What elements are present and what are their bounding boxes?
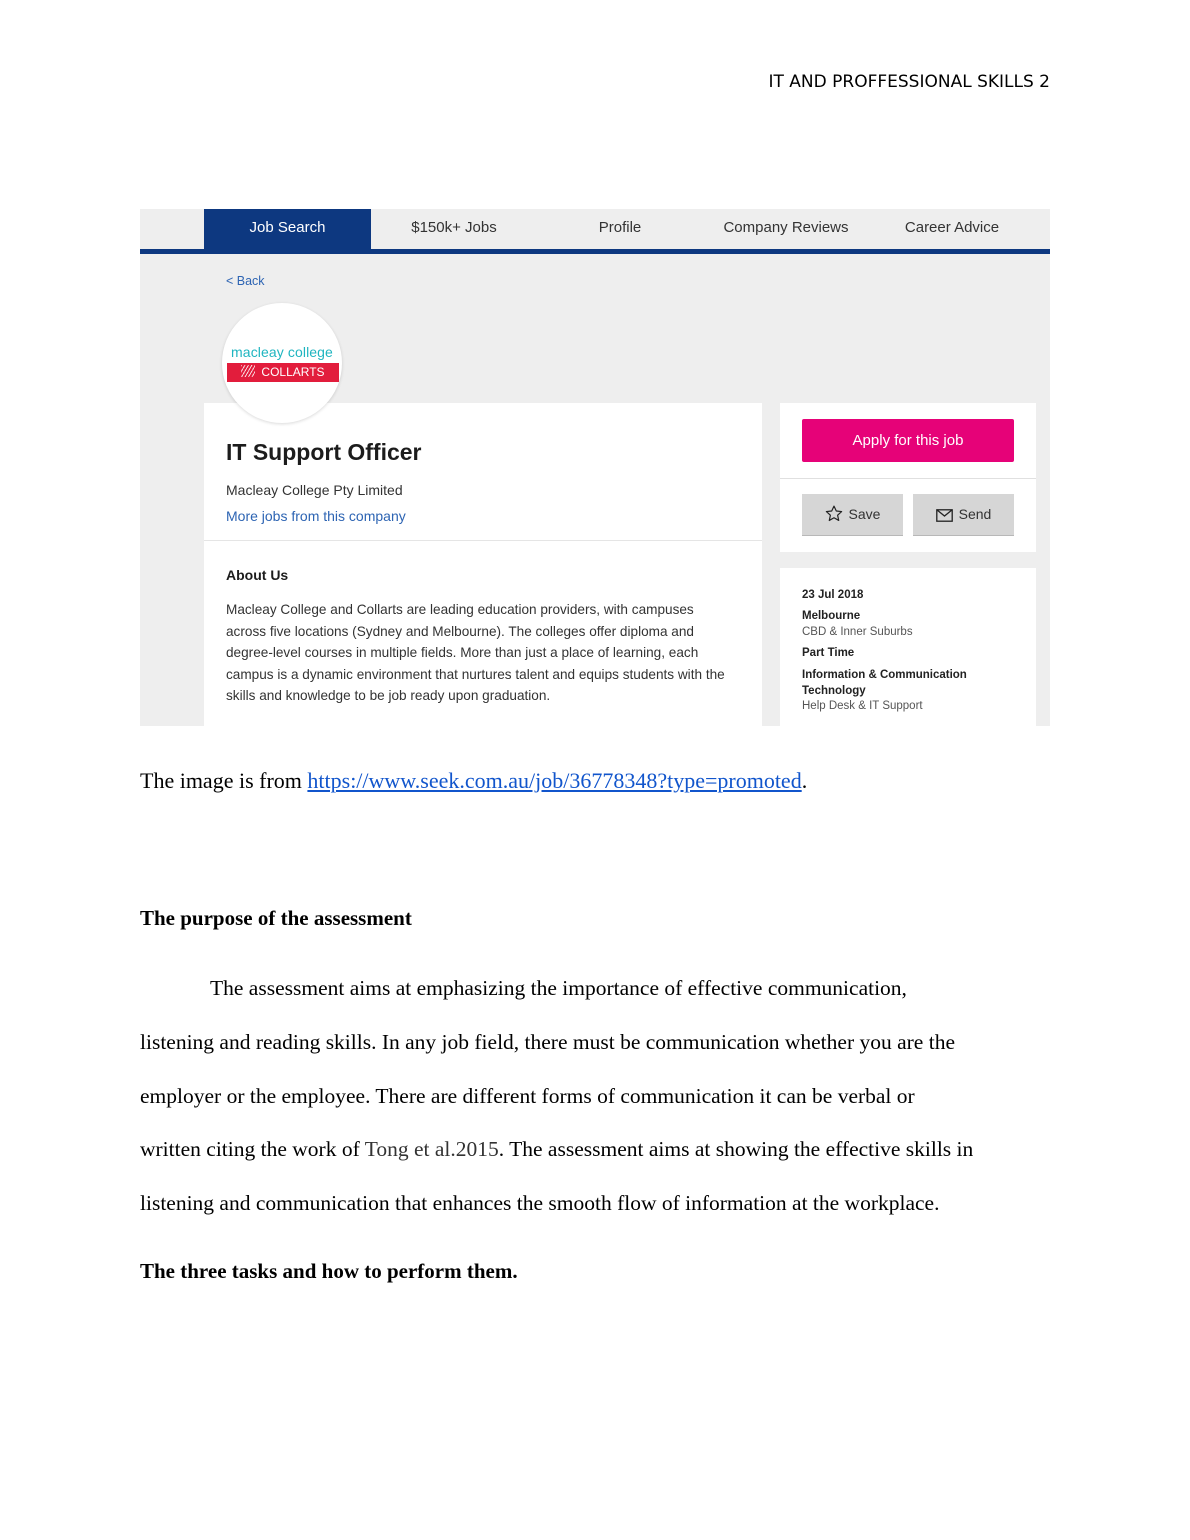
heading-tasks: The three tasks and how to perform them. <box>140 1259 518 1283</box>
job-card <box>204 403 762 726</box>
para-line: written citing the work of Tong et al.2015. The assessment aims at showing the effective skills in <box>140 1137 974 1162</box>
about-text: Macleay College and Collarts are leading education providers, with campuses across five locations (Sydney and Melbourne). The colleges offer diploma and degree-level courses in multiple fields. More than just a place of learning, each campus is a dynamic environment that nurtures talent and equips students with the skills and knowledge to be job ready upon graduation. <box>226 602 725 703</box>
logo-text-collarts: COLLARTS <box>261 365 325 379</box>
save-label: Save <box>848 506 881 522</box>
para-line: employer or the employee. There are different forms of communication it can be verbal or <box>140 1083 915 1108</box>
citation: Tong et al.2015 <box>364 1137 499 1162</box>
job-title: IT Support Officer <box>226 439 422 465</box>
work-type: Part Time <box>802 647 855 659</box>
purpose-paragraph <box>140 962 1055 1231</box>
logo-band-collarts <box>227 363 339 382</box>
divider <box>780 478 1036 479</box>
top-nav <box>140 209 1050 249</box>
classification-line2: Technology <box>802 685 866 697</box>
sub-classification: Help Desk & IT Support <box>802 700 923 712</box>
para-line: The assessment aims at emphasizing the importance of effective communication, <box>210 976 907 1000</box>
source-link[interactable]: https://www.seek.com.au/job/36778348?type=promoted <box>307 768 802 793</box>
nav-job-search[interactable]: Job Search <box>204 209 371 249</box>
stripes-icon <box>241 365 255 377</box>
heading-purpose: The purpose of the assessment <box>140 906 412 930</box>
about-heading: About Us <box>226 567 289 583</box>
send-label: Send <box>958 506 992 522</box>
logo-text-macleay: macleay college <box>231 344 333 360</box>
send-button[interactable] <box>913 494 1014 536</box>
nav-underline <box>140 249 1050 254</box>
company-logo <box>222 303 342 423</box>
divider <box>204 540 762 541</box>
nav-company-reviews[interactable]: Company Reviews <box>723 219 849 236</box>
nav-career-advice[interactable]: Career Advice <box>904 219 1000 236</box>
classification-line1: Information & Communication <box>802 669 967 681</box>
nav-150k-jobs[interactable]: $150k+ Jobs <box>411 219 497 236</box>
source-suffix: . <box>801 768 808 793</box>
source-prefix: The image is from <box>140 768 308 793</box>
location: Melbourne <box>802 610 861 622</box>
back-link[interactable]: < Back <box>226 274 265 288</box>
company-name: Macleay College Pty Limited <box>226 482 403 498</box>
apply-card <box>780 403 1036 552</box>
listing-date: 23 Jul 2018 <box>802 589 864 601</box>
para-line: listening and reading skills. In any job field, there must be communication whether you are the <box>140 1029 955 1054</box>
job-ad-screenshot <box>140 209 1050 726</box>
running-head: IT AND PROFFESSIONAL SKILLS 2 <box>768 72 1050 92</box>
more-jobs-link[interactable]: More jobs from this company <box>226 508 406 524</box>
star-icon <box>825 505 843 522</box>
apply-button[interactable]: Apply for this job <box>802 419 1014 462</box>
save-button[interactable] <box>802 494 903 536</box>
job-info-card <box>780 568 1036 726</box>
para-line: listening and communication that enhances the smooth flow of information at the workplace. <box>140 1191 940 1216</box>
area: CBD & Inner Suburbs <box>802 626 913 638</box>
envelope-icon <box>936 509 953 522</box>
source-line <box>140 768 807 794</box>
nav-profile[interactable]: Profile <box>598 219 642 236</box>
